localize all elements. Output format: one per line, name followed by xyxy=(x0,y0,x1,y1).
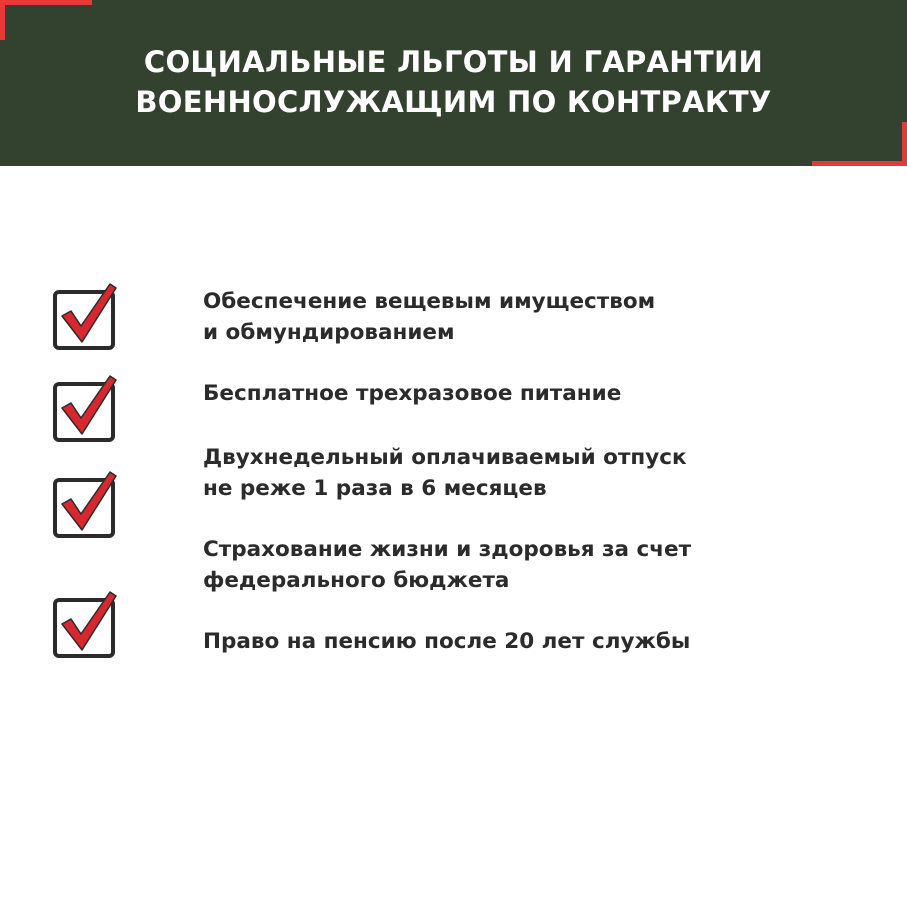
checkbox-checkmark-icon xyxy=(52,282,122,352)
benefit-item-5-line1: Право на пенсию после 20 лет службы xyxy=(203,629,691,654)
benefit-item-4-line1: Страхование жизни и здоровья за счет xyxy=(203,537,692,562)
benefit-item-2-line1: Бесплатное трехразовое питание xyxy=(203,381,622,406)
benefit-item-5 xyxy=(203,626,893,657)
benefit-item-1 xyxy=(203,286,893,348)
page-title xyxy=(0,42,907,122)
title-line-2: ВОЕННОСЛУЖАЩИМ ПО КОНТРАКТУ xyxy=(135,85,772,119)
benefit-item-3-line2: не реже 1 раза в 6 месяцев xyxy=(203,476,547,501)
benefit-item-4 xyxy=(203,534,893,596)
benefit-item-2 xyxy=(203,378,893,409)
benefit-item-3-line1: Двухнедельный оплачиваемый отпуск xyxy=(203,445,687,470)
header-banner xyxy=(0,0,907,166)
benefit-item-4-line2: федерального бюджета xyxy=(203,568,510,593)
checkbox-checkmark-icon xyxy=(52,470,122,540)
checkbox-checkmark-icon xyxy=(52,374,122,444)
checkbox-checkmark-icon xyxy=(52,590,122,660)
benefit-item-1-line1: Обеспечение вещевым имуществом xyxy=(203,289,656,314)
benefit-item-1-line2: и обмундированием xyxy=(203,320,455,345)
benefit-item-3 xyxy=(203,442,893,504)
title-line-1: СОЦИАЛЬНЫЕ ЛЬГОТЫ И ГАРАНТИИ xyxy=(143,45,764,79)
